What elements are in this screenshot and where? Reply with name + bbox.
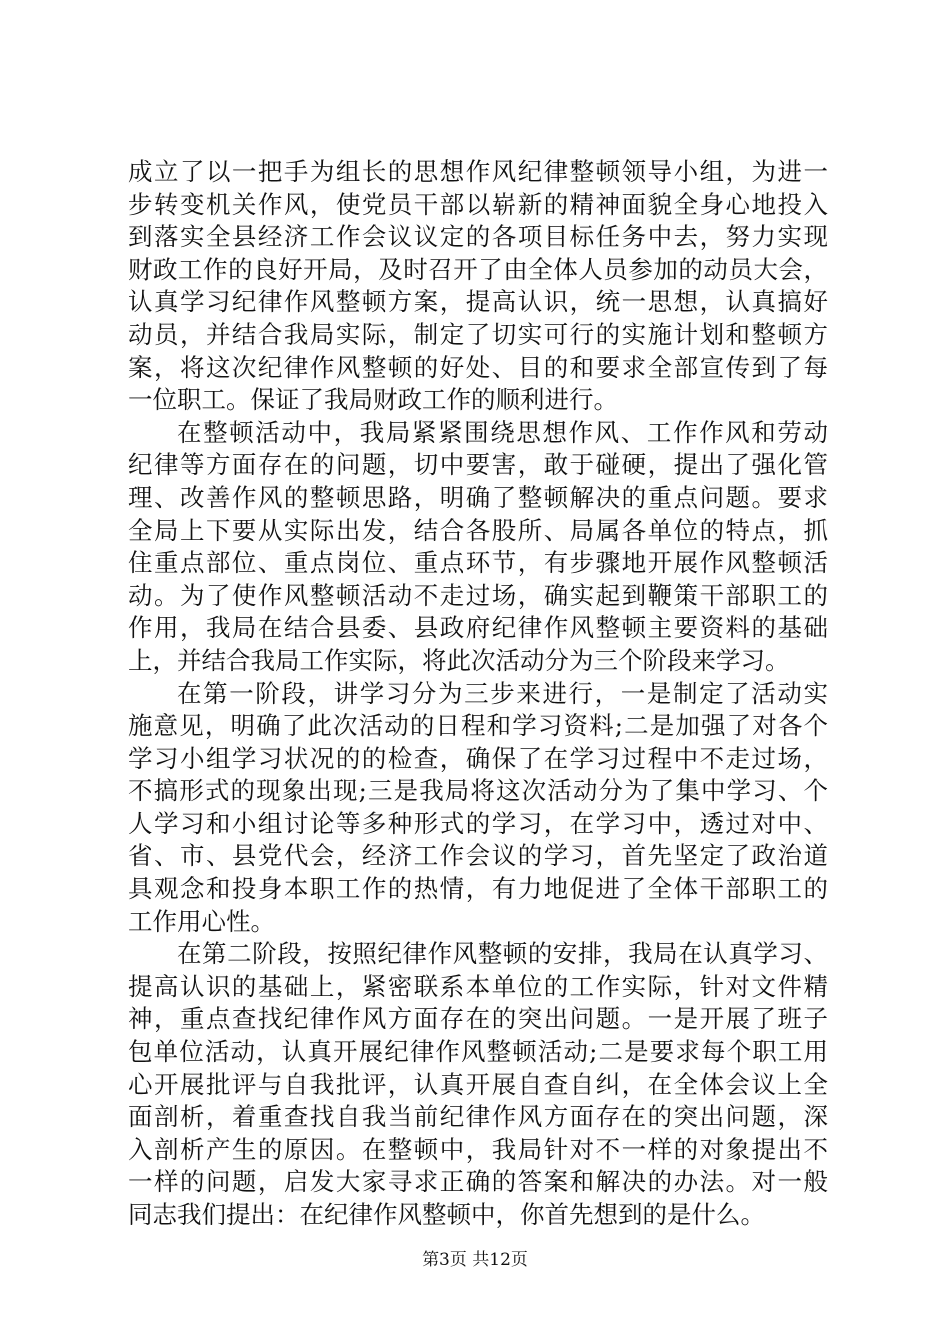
text-line: 在第二阶段，按照纪律作风整顿的安排，我局在认真学习、	[177, 939, 828, 969]
text-line: 学习小组学习状况的的检查，确保了在学习过程中不走过场，	[128, 743, 828, 773]
text-line: 工作用心性。	[128, 906, 275, 936]
text-line: 全局上下要从实际出发，结合各股所、局属各单位的特点，抓	[128, 515, 828, 545]
text-line: 案，将这次纪律作风整顿的好处、目的和要求全部宣传到了每	[128, 352, 828, 382]
text-line: 人学习和小组讨论等多种形式的学习，在学习中，透过对中、	[128, 808, 828, 838]
text-line: 步转变机关作风，使党员干部以崭新的精神面貌全身心地投入	[128, 189, 828, 219]
text-line: 施意见，明确了此次活动的日程和学习资料;二是加强了对各个	[128, 711, 828, 741]
text-line: 心开展批评与自我批评，认真开展自查自纠，在全体会议上全	[128, 1069, 828, 1099]
text-line: 动。为了使作风整顿活动不走过场，确实起到鞭策干部职工的	[128, 580, 828, 610]
text-line: 同志我们提出：在纪律作风整顿中，你首先想到的是什么。	[128, 1200, 765, 1229]
text-line: 住重点部位、重点岗位、重点环节，有步骤地开展作风整顿活	[128, 548, 828, 578]
text-line: 神，重点查找纪律作风方面存在的突出问题。一是开展了班子	[128, 1004, 828, 1034]
text-line: 上，并结合我局工作实际，将此次活动分为三个阶段来学习。	[128, 645, 790, 675]
text-line: 纪律等方面存在的问题，切中要害，敢于碰硬，提出了强化管	[128, 450, 828, 480]
text-line: 入剖析产生的原因。在整顿中，我局针对不一样的对象提出不	[128, 1134, 828, 1164]
text-line: 面剖析，着重查找自我当前纪律作风方面存在的突出问题，深	[128, 1102, 828, 1132]
text-line: 理、改善作风的整顿思路，明确了整顿解决的重点问题。要求	[128, 482, 828, 512]
page-number-footer: 第3页 共12页	[422, 1250, 528, 1270]
text-line: 财政工作的良好开局，及时召开了由全体人员参加的动员大会，	[128, 254, 828, 284]
text-line: 省、市、县党代会，经济工作会议的学习，首先坚定了政治道	[128, 841, 828, 871]
text-line: 在第一阶段，讲学习分为三步来进行，一是制定了活动实	[177, 678, 828, 708]
text-line: 认真学习纪律作风整顿方案，提高认识，统一思想，认真搞好	[128, 287, 828, 317]
text-line: 成立了以一把手为组长的思想作风纪律整顿领导小组，为进一	[128, 157, 828, 186]
text-line: 作用，我局在结合县委、县政府纪律作风整顿主要资料的基础	[128, 613, 828, 643]
text-line: 不搞形式的现象出现;三是我局将这次活动分为了集中学习、个	[128, 776, 828, 806]
document-body	[128, 156, 828, 1232]
text-line: 提高认识的基础上，紧密联系本单位的工作实际，针对文件精	[128, 971, 828, 1001]
text-line: 在整顿活动中，我局紧紧围绕思想作风、工作作风和劳动	[177, 417, 828, 447]
text-line: 包单位活动，认真开展纪律作风整顿活动;二是要求每个职工用	[128, 1037, 828, 1067]
text-line: 一样的问题，启发大家寻求正确的答案和解决的办法。对一般	[128, 1167, 828, 1197]
text-line: 到落实全县经济工作会议议定的各项目标任务中去，努力实现	[128, 222, 828, 252]
text-line: 具观念和投身本职工作的热情，有力地促进了全体干部职工的	[128, 874, 828, 904]
text-line: 动员，并结合我局实际，制定了切实可行的实施计划和整顿方	[128, 319, 828, 349]
text-line: 一位职工。保证了我局财政工作的顺利进行。	[128, 385, 618, 415]
